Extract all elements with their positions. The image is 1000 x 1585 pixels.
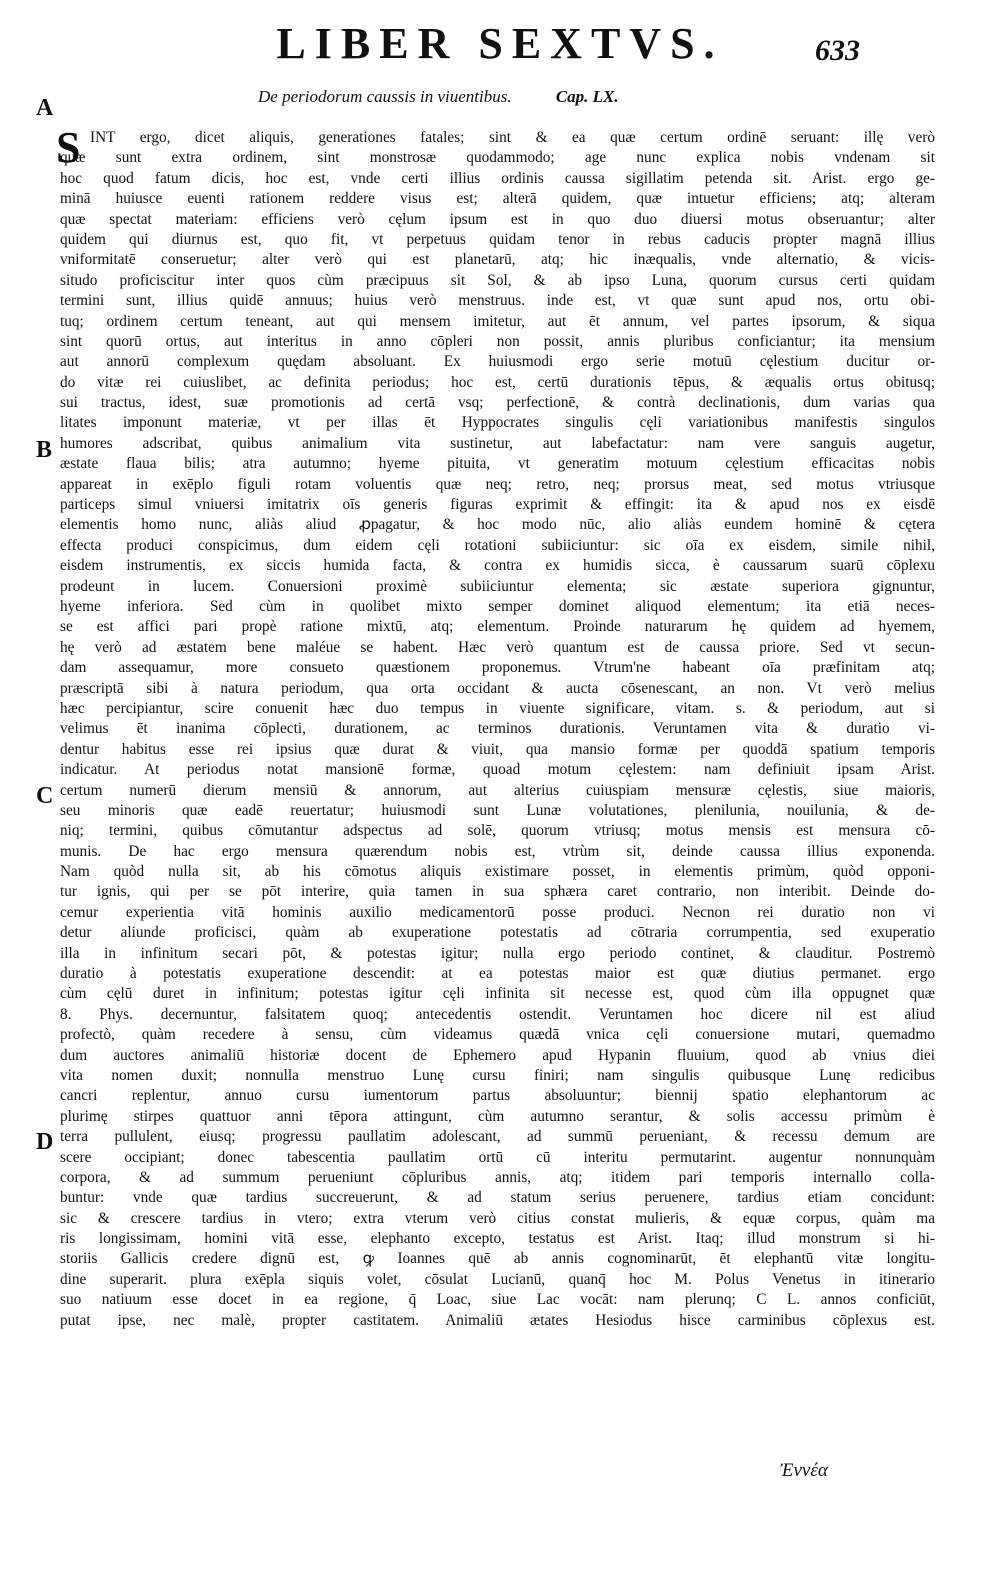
- text-line: prodeunt in lucem. Conuersioni proximè subiiciuntur elementa; sic æstate superiora gignuntur,: [60, 577, 935, 595]
- text-line: sint quorū ortus, aut interitus in anno cōpleri non possit, annis pluribus conficiantur; ita mensium: [60, 332, 935, 350]
- text-line: munis. De hac ergo mensura quærendum nobis est, vtrùm sit, deinde caussa illius exponenda.: [60, 842, 935, 860]
- text-line: duratio à potestatis exuperatione descendit: at ea potestas maior est quæ diutius permanet. ergo: [60, 965, 935, 983]
- text-line: do vitæ rei cuiuslibet, ac definita periodus; hoc est, certū durationis tēpus, & æqualis ortus obitusq;: [60, 373, 935, 391]
- body-text: [56, 123, 935, 1331]
- text-line: Nam quòd nulla sit, ab his cōmotus aliquis existimare posset, in elementis primùm, quòd opponi-: [60, 863, 935, 881]
- margin-marker-b: B: [36, 437, 53, 463]
- text-line: hoc quod fatum dicis, hoc est, vnde certi illius ordinis caussa sigillatim petenda sit. Arist. ergo ge-: [60, 169, 935, 187]
- text-line: plurimę stirpes quattuor anni tēpora attingunt, cùm autumno serantur, & solis accessu primùm è: [60, 1107, 935, 1125]
- text-line: vita nomen duxit; nonnulla menstruo Lunę cursu finiri; nam singulis quibusque Lunę redicibus: [60, 1066, 935, 1084]
- text-line: illa in infinitum secari pōt, & potestas igitur; nulla ergo periodo continet, & clauditur. Postremò: [60, 944, 935, 962]
- margin-marker-c: C: [36, 783, 54, 809]
- text-line: tuq; ordinem certum teneant, aut qui mensem imitetur, aut ēt annum, vel partes ipsorum, & siqua: [60, 312, 935, 330]
- text-line: buntur: vnde quæ tardius succreuerunt, & ad statum serius peruenere, tardius etiam concidunt:: [60, 1189, 935, 1207]
- text-line: elementis homo nunc, aliàs aliud ꝓpagatur, & hoc modo nūc, alio aliàs eundem hominē & cętera: [60, 516, 935, 534]
- chapter-heading: De periodorum caussis in viuentibus.: [258, 87, 512, 106]
- text-line: dum auctores animaliū historiæ docent de Ephemero apud Hypanin fluuium, quod ab vnius diei: [60, 1046, 935, 1064]
- drop-cap: S: [56, 123, 81, 172]
- text-line: dam assequamur, more consueto quæstionem proponemus. Vtrum'ne habeant oīa præfinitam atq;: [60, 659, 935, 677]
- text-line: quæ spectat materiam: efficiens verò cęlum ipsum est in quo duo diuersi motus obseruantur; alter: [60, 210, 935, 228]
- catchword: Ἐννέα: [780, 1460, 828, 1481]
- text-line: effecta produci conspicimus, dum eidem cęli rotationi subiiciuntur: sic oīa ex eisdem, simile nihil,: [60, 536, 935, 554]
- text-line: detur aliunde proficisci, quàm ab exuperatione potestatis ad cōtraria corrumpentia, sed exuperatio: [60, 924, 935, 942]
- text-line: particeps simul vniuersi imitatrix oīs generis figuras exprimit & effingit: ita & apud nos ex eisdē: [60, 496, 935, 514]
- text-line: sic & crescere tardius in vtero; extra vterum verò citius constat mulieris, & equæ corpus, quàm ma: [60, 1209, 935, 1227]
- chapter-title: [258, 88, 678, 105]
- margin-marker-d: D: [36, 1129, 54, 1155]
- text-line: 8. Phys. decernuntur, falsitatem quoq; antecedentis ostendit. Veruntamen hoc dicere nil est aliud: [60, 1005, 935, 1023]
- text-line: tur ignis, qui per se pōt interire, quia tamen in sua sphæra caret contrario, non interibit. Deinde do-: [60, 883, 935, 901]
- text-line: appareat in exēplo figuli rotam voluentis quæ neq; retro, neq; prorsus meat, sed motus vtriusque: [60, 475, 935, 493]
- text-line: hyeme inferiora. Sed cùm in quolibet mixto semper dominet aliquod elementum; ita etiā neces-: [60, 597, 935, 615]
- text-line: niq; termini, quibus cōmutantur adspectus ad solē, quorum vtriusq; motus mensis est mensura cō-: [60, 822, 935, 840]
- text-line: cancri replentur, annuo cursu iumentorum partus absoluuntur; biennij spatio elephantorum ac: [60, 1087, 935, 1105]
- text-line: indicatur. At periodus notat mansionē formæ, quoad motum cęlestem: nam definiuit ipsam Arist.: [60, 761, 935, 779]
- text-line: hę verò ad æstatem bene maléue se habent. Hæc verò quantum est de caussa priore. Sed vt secun-: [60, 638, 935, 656]
- text-line: scere occipiant; donec tabescentia paullatim ortū cū interitu permutarint. augentur nonnunquàm: [60, 1148, 935, 1166]
- text-line: aut annorū complexum quędam absoluant. Ex huiusmodi ergo serie motuū cęlestium ducitur or-: [60, 353, 935, 371]
- text-line: quæ sunt extra ordinem, sint monstrosæ quodammodo; age nunc explica nobis vndenam sit: [60, 149, 935, 167]
- text-line: putat ipse, nec malè, propter castitatem. Animaliū ætates Hesiodus hisce carminibus cōplexus est.: [60, 1311, 935, 1329]
- text-line: dentur habitus esse rei ipsius quæ durat & viuit, qua mansio formæ per quoddā spatium temporis: [60, 740, 935, 758]
- margin-marker-a: A: [36, 95, 54, 121]
- text-line: dine superarit. plura exēpla siquis volet, cōsulat Lucianū, quanq̄ hoc M. Polus Venetus in itinerario: [60, 1270, 935, 1288]
- text-line: certum numerū dierum mensiū & annorum, aut alterius cuiuspiam mensuræ cęlestis, siue maioris,: [60, 781, 935, 799]
- running-head: LIBER SEXTVS.: [276, 19, 724, 68]
- chapter-number: Cap. LX.: [555, 87, 619, 106]
- text-line: quidem qui diurnus est, quo fit, vt perpetuus quidam tenor in rebus caducis propter magnā illius: [60, 230, 935, 248]
- text-line: profectò, quàm recedere à sensu, cùm videamus quædā vnica cęli conuersione mutari, quemadmo: [60, 1026, 935, 1044]
- text-line: præscriptā sibi à natura periodum, qua orta occidant & aucta cōsenescant, an non. Vt verò melius: [60, 679, 935, 697]
- text-line: ris longissimam, homini vitā esse, elephanto excepto, testatus est Arist. Itaq; illud monstrum si hi-: [60, 1230, 935, 1248]
- page-number: 633: [815, 34, 860, 67]
- text-line: litates imponunt materiæ, vt per illas ēt Hyppocrates singulis cęli variationibus manifestis singulos: [60, 414, 935, 432]
- text-line: situdo proficiscitur inter quos cùm præcipuus sit Sol, & ab ipso Luna, quorum cursus certi quidam: [60, 271, 935, 289]
- text-line: termini sunt, illius quidē annuus; huius verò menstruus. inde est, vt quæ sunt apud nos, ortu obi-: [60, 292, 935, 310]
- text-line: corpora, & ad summum perueniunt cōpluribus annis, atq; itidem pari temporis internallo colla-: [60, 1168, 935, 1186]
- text-line: humores adscribat, quibus animalium vita sustinetur, aut labefactatur: nam vere sanguis augetur,: [60, 434, 935, 452]
- text-line: se est affici pari propè ratione mixtū, atq; elementum. Proinde naturarum hę quidem ad hyemem,: [60, 618, 935, 636]
- text-line: cemur experientia vitā hominis auxilio medicamentorū posse produci. Necnon rei duratio non vi: [60, 903, 935, 921]
- text-line: velimus ēt inanima cōplecti, durationem, ac terminos durationis. Veruntamen vita & duratio vi-: [60, 720, 935, 738]
- text-line: suo natiuum esse docet in ea regione, q̄ Loac, siue Lac vocāt: nam plerunq; C L. annos conficiūt,: [60, 1291, 935, 1309]
- text-line: eisdem instrumentis, ex siccis humida facta, & contra ex humidis sicca, è caussarum suarū cōplexu: [60, 557, 935, 575]
- text-line: cùm cęlū duret in infinitum; potestas igitur cęli infinita sit necesse est, quod cùm illa oppugnet quæ: [60, 985, 935, 1003]
- text-line: vniformitatē conseruetur; alter verò qui est planetarū, atq; hic inæqualis, vnde alternatio, & vicis-: [60, 251, 935, 269]
- text-line: minā huiusce euenti rationem reddere visus est; alterā quidem, quæ intuetur efficiens; atq; alteram: [60, 190, 935, 208]
- text-line: hæc percipiantur, scire conuenit hæc duo tempus in viuente significare, vitam. s. & periodum, aut si: [60, 699, 935, 717]
- text-line: terra pullulent, eiusq; progressu paullatim adolescant, ad summū perueniant, & recessu demum are: [60, 1128, 935, 1146]
- text-line: æstate flaua bilis; atra autumno; hyeme pituita, vt generatim motuum cęlestium efficacitas nobis: [60, 455, 935, 473]
- first-line-text: INT ergo, dicet aliquis, generationes fatales; sint & ea quæ certum ordinē seruant: illę verò: [90, 129, 935, 146]
- text-line: sui tractus, idest, suæ promotionis ad certā vsq; perfectionē, & contrà declinationis, dum varias qua: [60, 394, 935, 412]
- text-line: storiis Gallicis credere dignū est, ꝙ Ioannes quē ab annis cognominarūt, ēt elephantū vitæ longitu-: [60, 1250, 935, 1268]
- text-line: seu minoris quæ eadē reuertatur; huiusmodi sunt Lunæ volutationes, plenilunia, nouilunia, & de-: [60, 801, 935, 819]
